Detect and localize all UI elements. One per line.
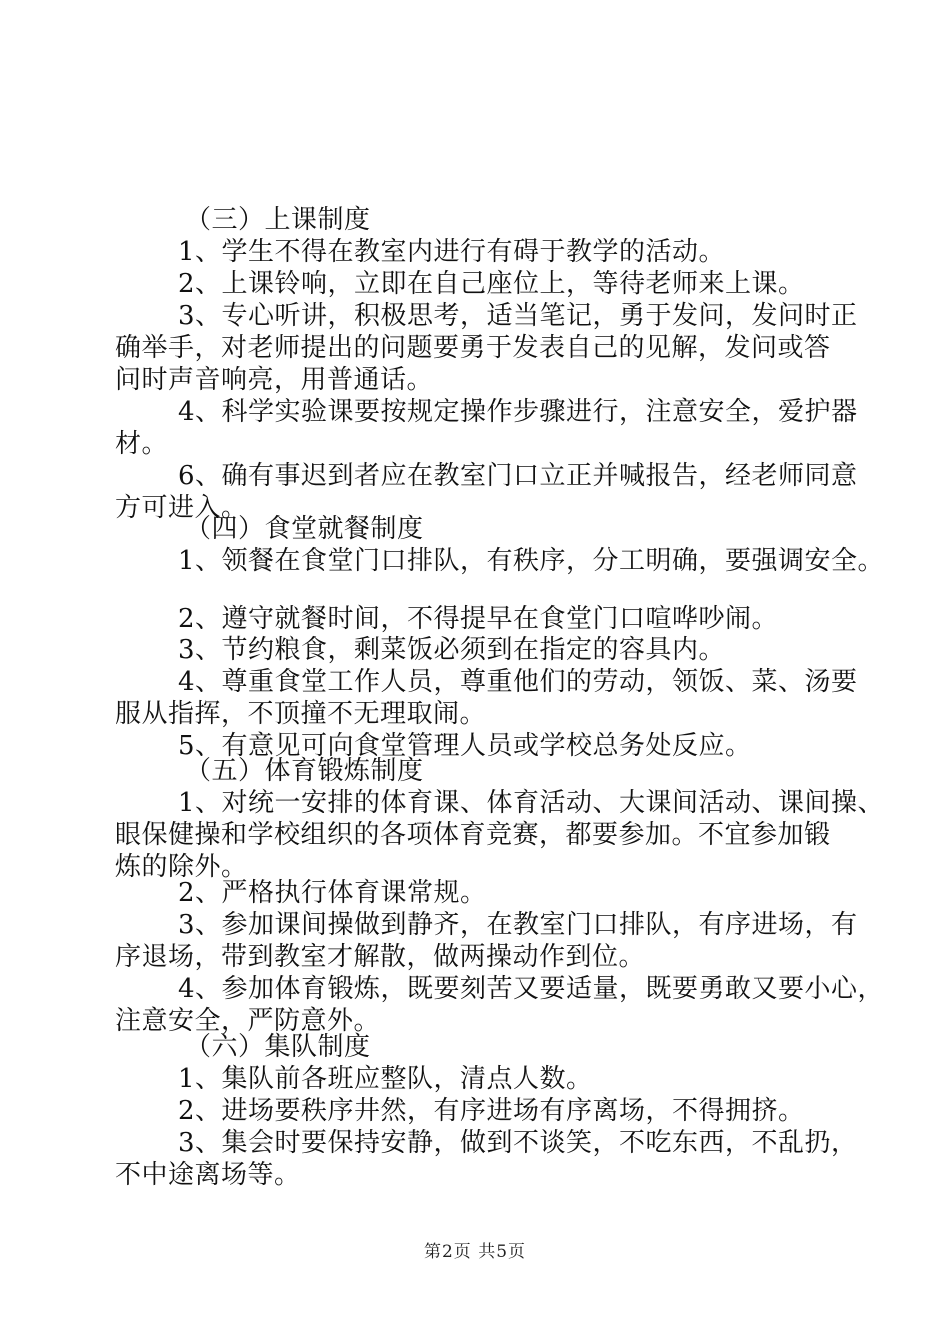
paragraph-line: 材。 — [115, 429, 169, 459]
paragraph-line: 3、参加课间操做到静齐，在教室门口排队，有序进场，有 — [178, 910, 858, 940]
paragraph-line: 方可进入。 — [115, 493, 248, 523]
paragraph-line: 3、专心听讲，积极思考，适当笔记，勇于发问，发问时正 — [178, 301, 858, 331]
section-heading: （六）集队制度 — [185, 1032, 371, 1062]
paragraph-line: 问时声音响亮，用普通话。 — [115, 365, 434, 395]
section-heading: （五）体育锻炼制度 — [185, 756, 424, 786]
paragraph-line: 6、确有事迟到者应在教室门口立正并喊报告，经老师同意 — [178, 461, 858, 491]
paragraph-line: 3、节约粮食，剩菜饭必须到在指定的容具内。 — [178, 635, 726, 665]
paragraph-line: 1、学生不得在教室内进行有碍于教学的活动。 — [178, 237, 726, 267]
paragraph-line: 3、集会时要保持安静，做到不谈笑，不吃东西，不乱扔， — [178, 1128, 858, 1158]
paragraph-line: 眼保健操和学校组织的各项体育竞赛，都要参加。不宜参加锻 — [115, 820, 831, 850]
paragraph-line: 1、集队前各班应整队，清点人数。 — [178, 1064, 593, 1094]
paragraph-line: 确举手，对老师提出的问题要勇于发表自己的见解，发问或答 — [115, 333, 831, 363]
paragraph-line: 1、对统一安排的体育课、体育活动、大课间活动、课间操、 — [178, 788, 885, 818]
paragraph-line: 4、科学实验课要按规定操作步骤进行，注意安全，爱护器 — [178, 397, 858, 427]
paragraph-line: 5、有意见可向食堂管理人员或学校总务处反应。 — [178, 731, 752, 761]
section-heading: （三）上课制度 — [185, 205, 371, 235]
paragraph-line: 注意安全，严防意外。 — [115, 1006, 381, 1036]
paragraph-line: 4、尊重食堂工作人员，尊重他们的劳动，领饭、菜、汤要 — [178, 667, 858, 697]
section-heading: （四）食堂就餐制度 — [185, 514, 424, 544]
paragraph-line: 服从指挥，不顶撞不无理取闹。 — [115, 699, 487, 729]
paragraph-line: 2、严格执行体育课常规。 — [178, 878, 487, 908]
paragraph-line: 序退场，带到教室才解散，做两操动作到位。 — [115, 942, 646, 972]
paragraph-line: 2、上课铃响，立即在自己座位上，等待老师来上课。 — [178, 269, 805, 299]
paragraph-line: 1、领餐在食堂门口排队，有秩序，分工明确，要强调安全。 — [178, 546, 885, 576]
page-number-footer: 第2页 共5页 — [423, 1242, 527, 1262]
paragraph-line: 2、进场要秩序井然，有序进场有序离场，不得拥挤。 — [178, 1096, 805, 1126]
paragraph-line: 4、参加体育锻炼，既要刻苦又要适量，既要勇敢又要小心， — [178, 974, 885, 1004]
paragraph-line: 炼的除外。 — [115, 852, 248, 882]
paragraph-line: 2、遵守就餐时间，不得提早在食堂门口喧哗吵闹。 — [178, 604, 779, 634]
paragraph-line: 不中途离场等。 — [115, 1160, 301, 1190]
